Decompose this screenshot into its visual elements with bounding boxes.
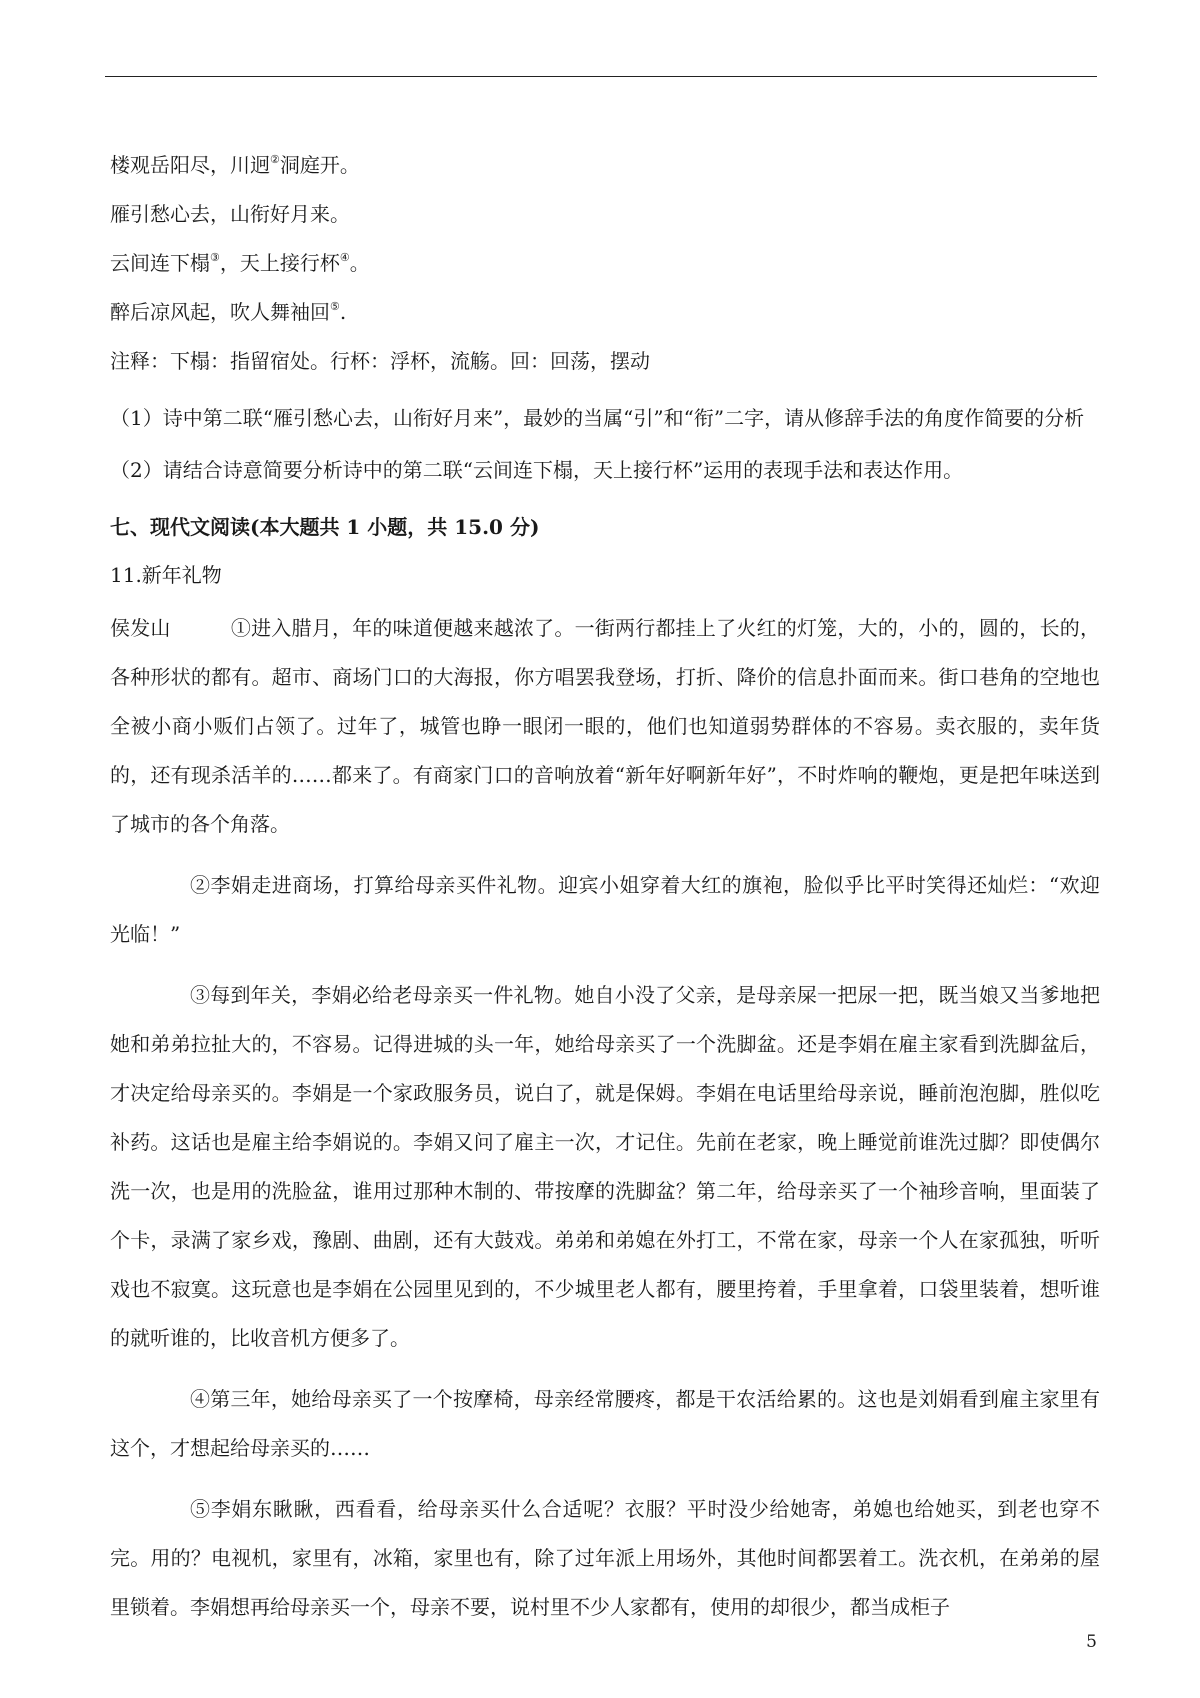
poem <box>110 150 1100 327</box>
article-author: 侯发山 <box>110 616 171 640</box>
paragraph-2: ②李娟走进商场，打算给母亲买件礼物。迎宾小姐穿着大红的旗袍，脸似乎比平时笑得还灿烂：“欢迎光临！” <box>110 873 1100 946</box>
question-2: （2）请结合诗意简要分析诗中的第二联“云间连下榻，天上接行杯”运用的表现手法和表达作用。 <box>110 458 964 482</box>
header-rule <box>105 76 1097 77</box>
question-1: （1）诗中第二联“雁引愁心去，山衔好月来”，最妙的当属“引”和“衔”二字，请从修辞手法的角度作简要的分析 <box>110 406 1085 430</box>
poem-note: 注释：下榻：指留宿处。行杯：浮杯，流觞。回：回荡，摆动 <box>110 349 650 373</box>
paragraph-4: ④第三年，她给母亲买了一个按摩椅，母亲经常腰疼，都是干农活给累的。这也是刘娟看到雇主家里有这个，才想起给母亲买的…… <box>110 1387 1100 1460</box>
article-title: 11.新年礼物 <box>110 563 222 587</box>
paragraph-3: ③每到年关，李娟必给老母亲买一件礼物。她自小没了父亲，是母亲屎一把尿一把，既当娘又当爹地把她和弟弟拉扯大的，不容易。记得进城的头一年，她给母亲买了一个洗脚盆。还是李娟在雇主家看到洗脚盆后，才决定给母亲买的。李娟是一个家政服务员，说白了，就是保姆。李娟在电话里给母亲说，睡前泡泡脚，胜似吃补药。这话也是雇主给李娟说的。李娟又问了雇主一次，才记住。先前在老家，晚上睡觉前谁洗过脚？即使偶尔洗一次，也是用的洗脸盆，谁用过那种木制的、带按摩的洗脚盆？第二年，给母亲买了一个袖珍音响，里面装了个卡，录满了家乡戏，豫剧、曲剧，还有大鼓戏。弟弟和弟媳在外打工，不常在家，母亲一个人在家孤独，听听戏也不寂寞。这玩意也是李娟在公园里见到的，不少城里老人都有，腰里挎着，手里拿着，口袋里装着，想听谁的就听谁的，比收音机方便多了。 <box>110 983 1100 1350</box>
paragraph-1: 侯发山 ①进入腊月，年的味道便越来越浓了。一街两行都挂上了火红的灯笼，大的，小的，圆的，长的，各种形状的都有。超市、商场门口的大海报，你方唱罢我登场，打折、降价的信息扑面而来。街口巷角的空地也全被小商小贩们占领了。过年了，城管也睁一眼闭一眼的，他们也知道弱势群体的不容易。卖衣服的，卖年货的，还有现杀活羊的……都来了。有商家门口的音响放着“新年好啊新年好”，不时炸响的鞭炮，更是把年味送到了城市的各个角落。 <box>110 616 1101 836</box>
poem-line-3: 云间连下榻③，天上接行杯④。 <box>110 251 370 275</box>
page-number: 5 <box>1086 1632 1097 1652</box>
page-content <box>110 150 1100 1632</box>
poem-line-4: 醉后凉风起，吹人舞袖回⑤. <box>110 300 347 324</box>
section-heading: 七、现代文阅读(本大题共 1 小题，共 15.0 分) <box>110 515 540 539</box>
paragraph-5: ⑤李娟东瞅瞅，西看看，给母亲买什么合适呢？衣服？平时没少给她寄，弟媳也给她买，到老也穿不完。用的？电视机，家里有，冰箱，家里也有，除了过年派上用场外，其他时间都罢着工。洗衣机，在弟弟的屋里锁着。李娟想再给母亲买一个，母亲不要，说村里不少人家都有，使用的却很少，都当成柜子 <box>110 1497 1100 1619</box>
poem-line-1: 楼观岳阳尽，川迥②洞庭开。 <box>110 153 360 177</box>
poem-line-2: 雁引愁心去，山衔好月来。 <box>110 202 350 226</box>
